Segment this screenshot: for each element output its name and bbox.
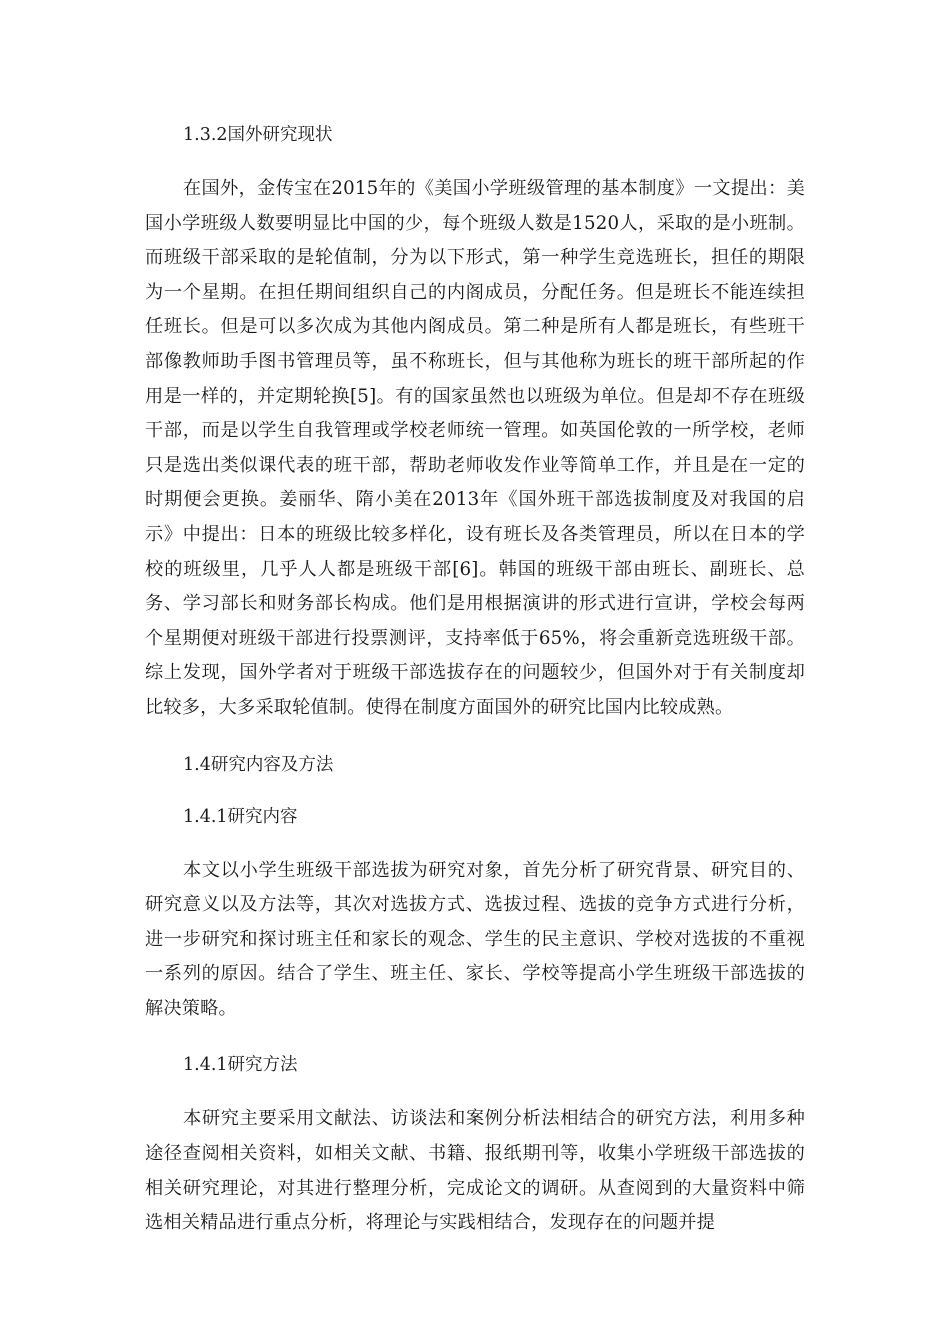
section-heading-1-3-2: 1.3.2国外研究现状 [183,125,333,145]
paragraph-research-content: 本文以小学生班级干部选拔为研究对象，首先分析了研究背景、研究目的、研究意义以及方法等，其次对选拔方式、选拔过程、选拔的竞争方式进行分析，进一步研究和探讨班主任和家长的观念、学生的民主意识、学校对选拔的不重视一系列的原因。结合了学生、班主任、家长、学校等提高小学生班级干部选拔的解决策略。 [145,859,805,1019]
paragraph-research-method: 本研究主要采用文献法、访谈法和案例分析法相结合的研究方法，利用多种途径查阅相关资料，如相关文献、书籍、报纸期刊等，收集小学班级干部选拔的相关研究理论，对其进行整理分析，完成论文的调研。从查阅到的大量资料中筛选相关精品进行重点分析，将理论与实践相结合，发现存在的问题并提 [145,1108,805,1234]
document-body [145,120,805,1241]
section-heading-1-4: 1.4研究内容及方法 [183,754,334,775]
section-heading-1-4-1-content: 1.4.1研究内容 [183,806,298,827]
section-heading-1-4-1-method: 1.4.1研究方法 [183,1055,298,1076]
paragraph-foreign-research: 在国外，金传宝在2015年的《美国小学班级管理的基本制度》一文提出：美国小学班级人数要明显比中国的少，每个班级人数是1520人，采取的是小班制。而班级干部采取的是轮值制，分为以下形式，第一种学生竞选班长，担任的期限为一个星期。在担任期间组织自己的内阁成员，分配任务。但是班长不能连续担任班长。但是可以多次成为其他内阁成员。第二种是所有人都是班长，有些班干部像教师助手图书管理员等，虽不称班长，但与其他称为班长的班干部所起的作用是一样的，并定期轮换[5]。有的国家虽然也以班级为单位。但是却不存在班级干部，而是以学生自我管理或学校老师统一管理。如英国伦敦的一所学校，老师只是选出类似课代表的班干部，帮助老师收发作业等简单工作，并且是在一定的时期便会更换。姜丽华、隋小美在2013年《国外班干部选拔制度及对我国的启示》中提出：日本的班级比较多样化，设有班长及各类管理员，所以在日本的学校的班级里，几乎人人都是班级干部[6]。韩国的班级干部由班长、副班长、总务、学习部长和财务部长构成。他们是用根据演讲的形式进行宣讲，学校会每两个星期便对班级干部进行投票测评，支持率低于65%，将会重新竞选班级干部。综上发现，国外学者对于班级干部选拔存在的问题较少，但国外对于有关制度却比较多，大多采取轮值制。使得在制度方面国外的研究比国内比较成熟。 [145,178,805,718]
